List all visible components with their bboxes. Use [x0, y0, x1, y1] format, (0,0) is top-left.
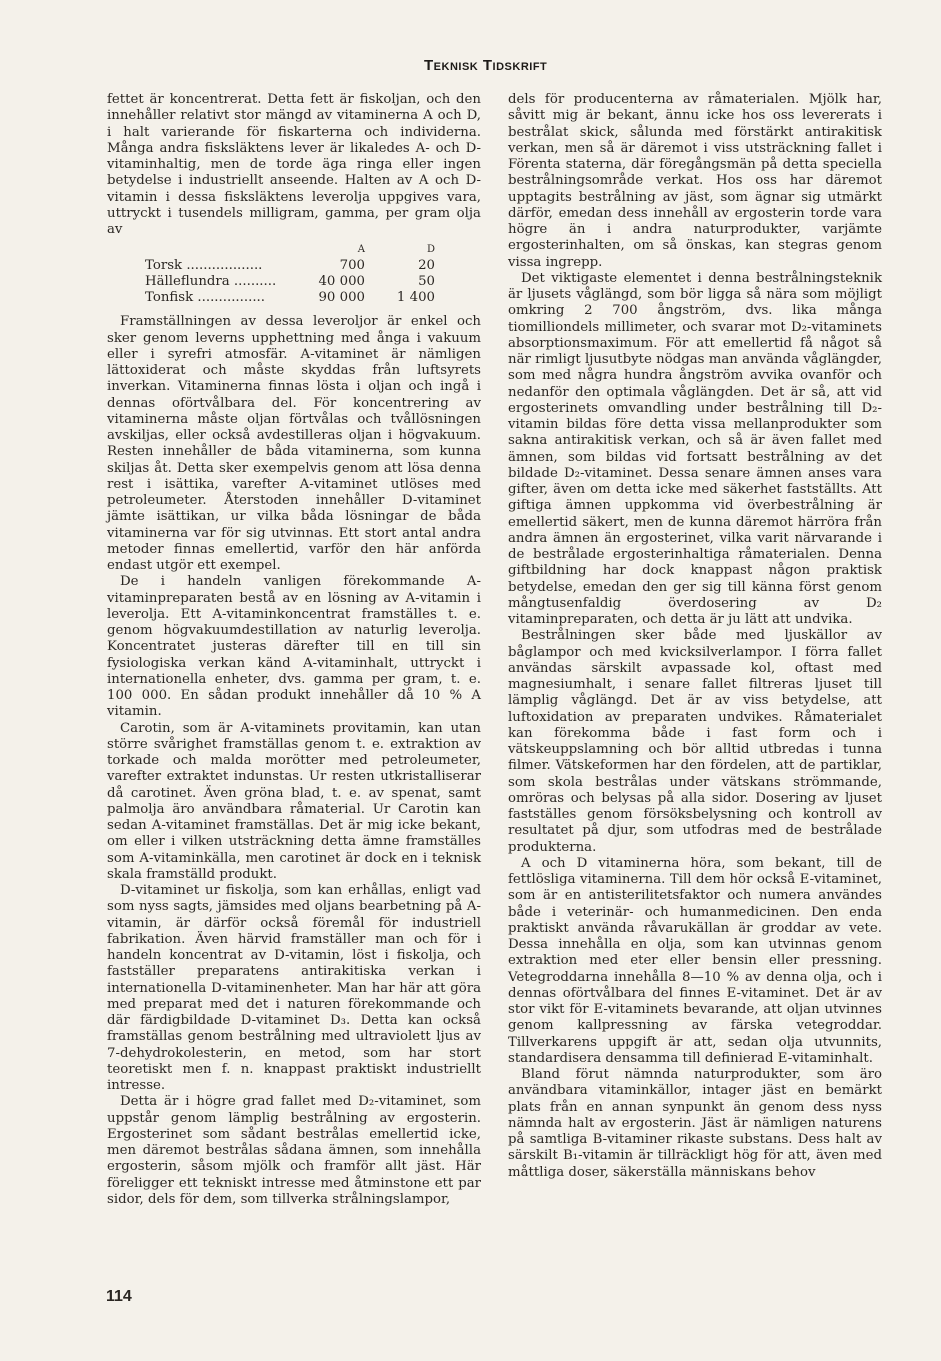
a-value: 700: [339, 258, 365, 274]
paragraph: De i handeln vanligen förekommande A-vitaminpreparaten bestå av en lösning av A-vitamin i leverolja. Ett A-vitaminkoncentrat framställes t. e. genom högvakuumdestillation av naturlig leverolja. Koncentratet justeras därefter till en till sin fysiologiska verkan känd A-vitaminhalt, uttryckt i internationella enheter, dvs. gamma per gram, t. e. 100 000. En sådan produkt innehåller då 10 % A vitamin.: [107, 574, 481, 720]
paragraph: fettet är koncentrerat. Detta fett är fiskoljan, och den innehåller relativt stor mängd av vitaminerna A och D, i halt varierande för fiskarterna och individerna. Många andra fisksläktens lever är likaledes A- och D-vitaminhaltig, men de torde äga ringa eller ingen betydelse i industriellt anseende. Halten av A och D-vitamin i dessa fisksläktens leverolja uppgives vara, uttryckt i tusendels milligram, gamma, per gram olja av: [107, 92, 481, 237]
column-a-header: A: [357, 244, 365, 256]
vitamin-table: [107, 238, 481, 306]
d-value: 50: [418, 274, 435, 290]
page-number: 114: [106, 1288, 132, 1305]
paragraph: Detta är i högre grad fallet med D₂-vitaminet, som uppstår genom lämplig bestrålning av ergosterin. Ergosterinet som sådant bestrålas emellertid icke, men däremot bestrålas sådana ämnen, som innehålla ergosterin, såsom mjölk och framför allt jäst. Här föreligger ett tekniskt intresse med åtminstone ett par sidor, dels för dem, som tillverka strålningslampor,: [107, 1094, 481, 1207]
fish-name: Torsk ..................: [145, 258, 263, 274]
paragraph: Bestrålningen sker både med ljuskällor av båglampor och med kvicksilverlampor. I förra fallet användas särskilt avpassade kol, oftast med magnesiumhalt, i senare fallet filtreras ljuset till lämplig våglängd. Det är av viss betydelse, att luftoxidation av preparaten undvikes. Råmaterialet kan förekomma både i fast form och i vätskeuppslamning och bör alltid utbredas i tunna filmer. Vätskeformen har den fördelen, att de partiklar, som skola bestrålas under vätskans strömmande, omröras och belysas på alla sidor. Dosering av ljuset fastställes genom försöksbelysning och kontroll av resultatet på djur, som utfodras med de bestrålade produkterna.: [508, 628, 882, 855]
fish-name: Tonfisk ................: [145, 290, 266, 306]
paragraph: Carotin, som är A-vitaminets provitamin, kan utan större svårighet framställas genom t. e. extraktion av torkade och malda morötter med petroleumeter, varefter extraktet indunstas. Ur resten utkristalliserar då carotinet. Även gröna blad, t. e. av spenat, samt palmolja äro användbara råmaterial. Ur Carotin kan sedan A-vitaminet framställas. Det är mig icke bekant, om eller i vilken utsträckning detta ämne framställes som A-vitaminkälla, men carotinet är dock en i teknisk skala framställd produkt.: [107, 720, 481, 882]
a-value: 90 000: [318, 290, 365, 306]
paragraph: D-vitaminet ur fiskolja, som kan erhållas, enligt vad som nyss sagts, jämsides med oljans bearbetning på A-vitamin, är därför också föremål för industriell fabrikation. Även härvid framställer man och för i handeln koncentrat av D-vitamin, löst i fiskolja, och fastställer preparatens antirakitiska verkan i internationella D-vitaminenheter. Man har här att göra med preparat med det i naturen förekommande och där färdigbildade D-vitaminet D₃. Detta kan också framställas genom bestrålning med ultraviolett ljus av 7-dehydrokolesterin, en metod, som har stort teoretiskt men f. n. knappast praktiskt industriellt intresse.: [107, 883, 481, 1093]
table-row: [107, 274, 481, 290]
fish-name: Hälleflundra ..........: [145, 274, 277, 290]
table-row: [107, 290, 481, 306]
paragraph: Framställningen av dessa leveroljor är enkel och sker genom leverns upphettning med ånga i vakuum eller i syrefri atmosfär. A-vitaminet är nämligen lättoxiderat och måste skyddas från luftsyrets inverkan. Vitaminerna finnas lösta i oljan och ingå i dennas oförtvålbara del. För koncentrering av vitaminerna måste oljan förtvålas och tvållösningen avskiljas, eller också avdestilleras oljan i högvakuum. Resten innehåller de båda vitaminerna, som kunna skiljas åt. Detta sker exempelvis genom att lösa denna rest i isättika, varefter A-vitaminet utlöses med petroleumeter. Återstoden innehåller D-vitaminet jämte isättikan, ur vilka båda lösningar de båda vitaminerna var för sig utvinnas. Ett stort antal andra metoder finnas emellertid, varför den här anförda endast utgör ett exempel.: [107, 314, 481, 573]
left-column: [107, 92, 481, 1208]
right-column: [508, 92, 882, 1181]
d-value: 20: [418, 258, 435, 274]
journal-header: Teknisk Tidskrift: [424, 57, 548, 74]
paragraph: Det viktigaste elementet i denna bestrålningsteknik är ljusets våglängd, som bör ligga så nära som möjligt omkring 2 700 ångström, dvs. lika många tiomilliondels millimeter, och svarar mot D₂-vitaminets absorptionsmaximum. För att emellertid få något så när rimligt ljusutbyte nödgas man använda våglängder, som med några hundra ångström avvika ovanför och nedanför den optimala våglängden. Det är så, att vid ergosterinets omvandling under bestrålning till D₂-vitamin bildas före detta vissa mellanprodukter som sakna antirakitisk verkan, och så är även fallet med ämnen, som bildas vid fortsatt bestrålning av det bildade D₂-vitaminet. Dessa senare ämnen anses vara gifter, även om detta icke med säkerhet fastställts. Att giftiga ämnen uppkomma vid överbestrålning är emellertid säkert, men de kunna däremot härröra från andra ämnen än ergosterinet, vilka varit närvarande i de bestrålade ergosterinhaltiga råmaterialen. Denna giftbildning har dock knappast någon praktisk betydelse, emedan den ger sig till känna först genom mångtusenfaldig överdosering av D₂ vitaminpreparaten, och detta är ju lätt att undvika.: [508, 270, 882, 627]
paragraph: Bland förut nämnda naturprodukter, som äro användbara vitaminkällor, intager jäst en bemärkt plats från en annan synpunkt än genom dess nyss nämnda halt av ergosterin. Jäst är nämligen naturens på samtliga B-vitaminer rikaste substans. Dess halt av särskilt B₁-vitamin är tillräckligt hög för att, även med måttliga doser, säkerställa människans behov: [508, 1067, 882, 1180]
paragraph: dels för producenterna av råmaterialen. Mjölk har, såvitt mig är bekant, ännu icke hos oss levererats i bestrålat skick, sålunda med förstärkt antirakitisk verkan, men så är däremot i viss utsträckning fallet i Förenta staterna, där föregångsmän på detta speciella bestrålningsområde verkat. Hos oss har däremot upptagits bestrålning av jäst, som ägnar sig utmärkt därför, emedan dess innehåll av ergosterin torde vara högre än i andra naturprodukter, varjämte ergosterinhalten, om så önskas, kan stegras genom vissa ingrepp.: [508, 92, 882, 270]
column-d-header: D: [426, 244, 435, 256]
paragraph: A och D vitaminerna höra, som bekant, till de fettlösliga vitaminerna. Till dem hör också E-vitaminet, som är en antisterilitetsfaktor och numera användes både i veterinär- och humanmedicinen. Den enda praktiskt använda råvarukällan är groddar av vete. Dessa innehålla en olja, som kan utvinnas genom extraktion med eter eller bensin eller pressning. Vetegroddarna innehålla 8—10 % av denna olja, och i dennas oförtvålbara del finnes E-vitaminet. Det är av stor vikt för E-vitaminets bevarande, att oljan utvinnes genom kallpressning av färska vetegroddar. Tillverkarens uppgift är att, sedan olja utvunnits, standardisera densamma till definierad E-vitaminhalt.: [508, 855, 882, 1066]
table-header: [107, 238, 481, 258]
a-value: 40 000: [318, 274, 365, 290]
table-row: [107, 258, 481, 274]
d-value: 1 400: [396, 290, 435, 306]
